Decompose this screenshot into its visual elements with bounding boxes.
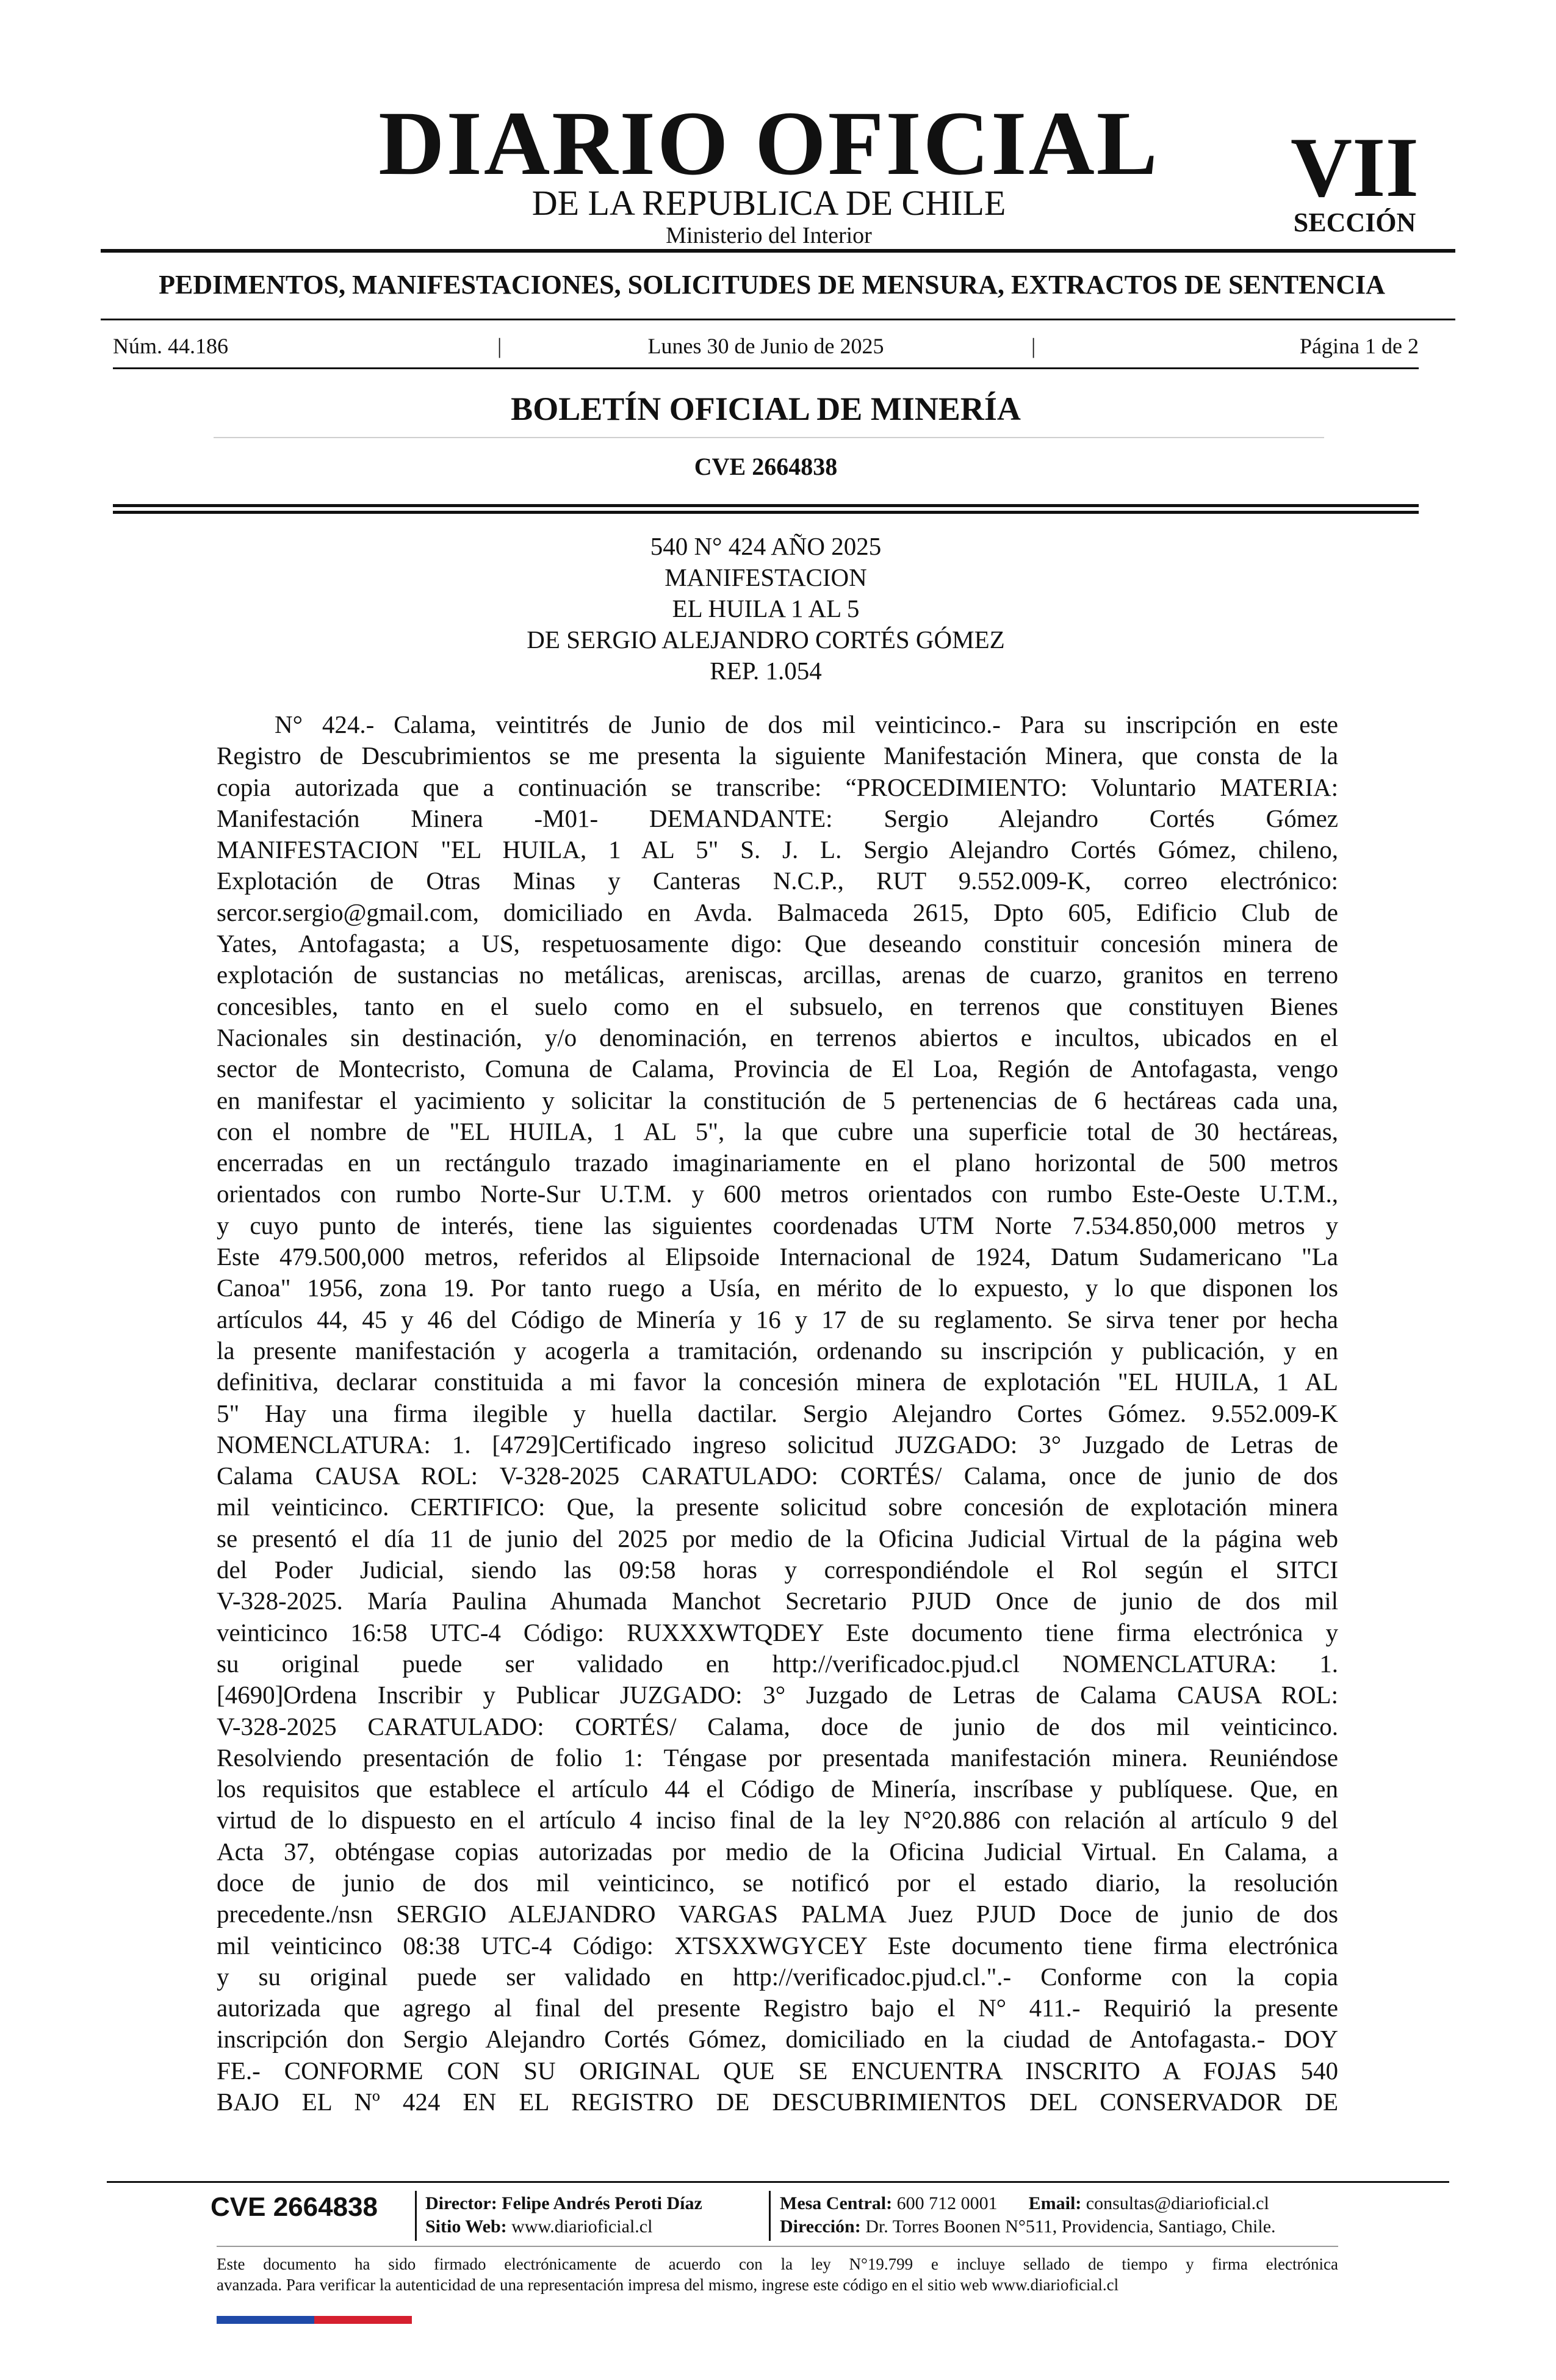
body-line: NOMENCLATURA: 1. [4729]Certificado ingreso solicitud JUZGADO: 3° Juzgado de Letras de bbox=[217, 1430, 1338, 1459]
heading-line: 540 N° 424 AÑO 2025 bbox=[650, 532, 882, 560]
flag-bar-red bbox=[314, 2316, 412, 2324]
ministry-label: Ministerio del Interior bbox=[666, 223, 872, 248]
mesa-phone: 600 712 0001 bbox=[896, 2193, 998, 2213]
section-banner: PEDIMENTOS, MANIFESTACIONES, SOLICITUDES DE MENSURA, EXTRACTOS DE SENTENCIA bbox=[159, 270, 1385, 300]
body-line: concesibles, tanto en el suelo como en el subsuelo, en terrenos que constituyen Bienes bbox=[217, 992, 1338, 1020]
body-line: mil veinticinco 08:38 UTC-4 Código: XTSXXWGYCEY Este documento tiene firma electrónica bbox=[217, 1931, 1338, 1960]
heading-line: MANIFESTACION bbox=[665, 563, 867, 591]
body-line: y su original puede ser validado en http://verificadoc.pjud.cl.".- Conforme con la copia bbox=[217, 1962, 1338, 1991]
email-label: Email: bbox=[1028, 2193, 1082, 2213]
body-line: artículos 44, 45 y 46 del Código de Minería y 16 y 17 de su reglamento. Se sirva tener por hecha bbox=[217, 1305, 1338, 1333]
masthead bbox=[113, 92, 1425, 250]
body-line: definitiva, declarar constituida a mi favor la concesión minera de explotación "EL HUILA, 1 AL bbox=[217, 1368, 1338, 1396]
body-line: sercor.sergio@gmail.com, domiciliado en Avda. Balmaceda 2615, Dpto 605, Edificio Club de bbox=[217, 898, 1338, 926]
body-line: FE.- CONFORME CON SU ORIGINAL QUE SE ENCUENTRA INSCRITO A FOJAS 540 bbox=[217, 2056, 1338, 2085]
issue-date: Lunes 30 de Junio de 2025 bbox=[647, 334, 884, 358]
body-line: BAJO EL Nº 424 EN EL REGISTRO DE DESCUBRIMIENTOS DEL CONSERVADOR DE bbox=[217, 2088, 1338, 2116]
body-line: del Poder Judicial, siendo las 09:58 horas y correspondiéndole el Rol según el SITCI bbox=[217, 1556, 1338, 1584]
body-line: Acta 37, obténgase copias autorizadas por medio de la Oficina Judicial Virtual. En Calama, a bbox=[217, 1837, 1338, 1866]
body-line: y cuyo punto de interés, tiene las siguientes coordenadas UTM Norte 7.534.850,000 metros y bbox=[217, 1211, 1338, 1239]
cve-code: CVE 2664838 bbox=[694, 453, 838, 480]
body-line: V-328-2025 CARATULADO: CORTÉS/ Calama, doce de junio de dos mil veinticinco. bbox=[217, 1712, 1338, 1740]
footer-cve-code: CVE 2664838 bbox=[211, 2192, 378, 2222]
body-line: 5" Hay una firma ilegible y huella dactilar. Sergio Alejandro Cortes Gómez. 9.552.009-K bbox=[217, 1399, 1338, 1427]
footer-contact bbox=[780, 2192, 1269, 2215]
issue-separator: | bbox=[1031, 334, 1036, 358]
footer-note-divider bbox=[217, 2246, 1338, 2247]
body-line: los requisitos que establece el artículo 44 el Código de Minería, inscríbase y publíquese. Que, en bbox=[217, 1775, 1338, 1803]
notice-heading bbox=[113, 531, 1419, 687]
body-line: precedente./nsn SERGIO ALEJANDRO VARGAS PALMA Juez PJUD Doce de junio de dos bbox=[217, 1900, 1338, 1928]
footer-separator bbox=[415, 2191, 417, 2241]
body-line: V-328-2025. María Paulina Ahumada Manchot Secretario PJUD Once de junio de dos mil bbox=[217, 1587, 1338, 1615]
body-line: su original puede ser validado en http://verificadoc.pjud.cl NOMENCLATURA: 1. bbox=[217, 1649, 1338, 1678]
section-label: SECCIÓN bbox=[1293, 207, 1416, 237]
body-line: copia autorizada que a continuación se transcribe: “PROCEDIMIENTO: Voluntario MATERIA: bbox=[217, 773, 1338, 801]
address-label: Dirección: bbox=[780, 2216, 861, 2237]
body-line: mil veinticinco. CERTIFICO: Que, la presente solicitud sobre concesión de explotación minera bbox=[217, 1493, 1338, 1521]
body-line: se presentó el día 11 de junio del 2025 por medio de la Oficina Judicial Virtual de la página web bbox=[217, 1524, 1338, 1552]
body-line: Yates, Antofagasta; a US, respetuosamente digo: Que deseando constituir concesión minera de bbox=[217, 929, 1338, 958]
body-line: Este 479.500,000 metros, referidos al Elipsoide Internacional de 1924, Datum Sudamericano "La bbox=[217, 1242, 1338, 1271]
flag-bar-blue bbox=[217, 2316, 314, 2324]
body-line: doce de junio de dos mil veinticinco, se notificó por el estado diario, la resolución bbox=[217, 1868, 1338, 1897]
director-name: Felipe Andrés Peroti Díaz bbox=[502, 2193, 702, 2213]
director-label: Director: bbox=[425, 2193, 497, 2213]
body-line: la presente manifestación y acogerla a tramitación, ordenando su inscripción y publicación, y en bbox=[217, 1336, 1338, 1365]
masthead-divider bbox=[101, 249, 1455, 253]
body-line: Canoa" 1956, zona 19. Por tanto ruego a Usía, en mérito de lo expuesto, y lo que disponen los bbox=[217, 1274, 1338, 1302]
body-line: en manifestar el yacimiento y solicitar la constitución de 5 pertenencias de 6 hectáreas cada una, bbox=[217, 1086, 1338, 1114]
website-label: Sitio Web: bbox=[425, 2216, 507, 2237]
heading-line: DE SERGIO ALEJANDRO CORTÉS GÓMEZ bbox=[527, 626, 1005, 654]
body-line: virtud de lo dispuesto en el artículo 4 inciso final de la ley N°20.886 con relación al artículo 9 del bbox=[217, 1806, 1338, 1834]
footer-divider bbox=[107, 2181, 1449, 2183]
body-line: Nacionales sin destinación, y/o denominación, en terrenos abiertos e incultos, ubicados en el bbox=[217, 1023, 1338, 1051]
body-line: N° 424.- Calama, veintitrés de Junio de dos mil veinticinco.- Para su inscripción en este bbox=[275, 710, 1338, 738]
body-line: encerradas en un rectángulo trazado imaginariamente en el plano horizontal de 500 metros bbox=[217, 1149, 1338, 1177]
body-line: [4690]Ordena Inscribir y Publicar JUZGADO: 3° Juzgado de Letras de Calama CAUSA ROL: bbox=[217, 1681, 1338, 1709]
issue-divider bbox=[113, 367, 1419, 369]
issue-info-bar bbox=[113, 331, 1419, 361]
body-line: inscripción don Sergio Alejandro Cortés Gómez, domiciliado en la ciudad de Antofagasta.- DOY bbox=[217, 2025, 1338, 2054]
disclaimer-line: avanzada. Para verificar la autenticidad de una representación impresa del mismo, ingrese este código en el sitio web www.diarioficial.cl bbox=[217, 2276, 1119, 2294]
footer-separator bbox=[769, 2191, 771, 2241]
section-number: VII bbox=[1290, 120, 1419, 215]
email-link[interactable]: consultas@diarioficial.cl bbox=[1086, 2193, 1269, 2213]
heading-line: EL HUILA 1 AL 5 bbox=[672, 594, 860, 622]
signature-disclaimer bbox=[217, 2254, 1338, 2295]
newspaper-subtitle: DE LA REPUBLICA DE CHILE bbox=[531, 183, 1006, 223]
issue-number: Núm. 44.186 bbox=[113, 334, 228, 358]
footer-website bbox=[425, 2215, 652, 2238]
banner-divider bbox=[101, 319, 1455, 320]
website-link[interactable]: www.diarioficial.cl bbox=[511, 2216, 653, 2237]
issue-separator: | bbox=[497, 334, 502, 358]
body-line: autorizada que agrego al final del presente Registro bajo el N° 411.- Requirió la presente bbox=[217, 1994, 1338, 2022]
body-line: Explotación de Otras Minas y Canteras N.C.P., RUT 9.552.009-K, correo electrónico: bbox=[217, 867, 1338, 895]
bulletin-underline bbox=[214, 437, 1324, 438]
notice-body bbox=[217, 709, 1338, 2118]
body-line: Registro de Descubrimientos se me presenta la siguiente Manifestación Minera, que consta de la bbox=[217, 741, 1338, 770]
newspaper-title: DIARIO OFICIAL bbox=[378, 93, 1159, 194]
header-double-rule-top bbox=[113, 504, 1419, 507]
body-line: sector de Montecristo, Comuna de Calama, Provincia de El Loa, Región de Antofagasta, vengo bbox=[217, 1055, 1338, 1083]
page-indicator: Página 1 de 2 bbox=[1300, 334, 1419, 358]
body-line: Resolviendo presentación de folio 1: Téngase por presentada manifestación minera. Reuniéndose bbox=[217, 1743, 1338, 1772]
body-line: explotación de sustancias no metálicas, areniscas, arcillas, arenas de cuarzo, granitos en terreno bbox=[217, 961, 1338, 989]
body-line: Manifestación Minera -M01- DEMANDANTE: Sergio Alejandro Cortés Gómez bbox=[217, 804, 1338, 832]
body-line: veinticinco 16:58 UTC-4 Código: RUXXXWTQDEY Este documento tiene firma electrónica y bbox=[217, 1618, 1338, 1646]
heading-line: REP. 1.054 bbox=[710, 657, 822, 685]
body-line: con el nombre de "EL HUILA, 1 AL 5", la que cubre una superficie total de 30 hectáreas, bbox=[217, 1117, 1338, 1145]
footer-address bbox=[780, 2215, 1276, 2238]
address-value: Dr. Torres Boonen N°511, Providencia, Santiago, Chile. bbox=[865, 2216, 1276, 2237]
body-line: Calama CAUSA ROL: V-328-2025 CARATULADO: CORTÉS/ Calama, once de junio de dos bbox=[217, 1462, 1338, 1490]
header-double-rule-bottom bbox=[113, 511, 1419, 514]
bulletin-title: BOLETÍN OFICIAL DE MINERÍA bbox=[511, 391, 1021, 427]
mesa-label: Mesa Central: bbox=[780, 2193, 893, 2213]
footer-director bbox=[425, 2192, 702, 2215]
body-line: orientados con rumbo Norte-Sur U.T.M. y 600 metros orientados con rumbo Este-Oeste U.T.M., bbox=[217, 1180, 1338, 1208]
body-line: MANIFESTACION "EL HUILA, 1 AL 5" S. J. L. Sergio Alejandro Cortés Gómez, chileno, bbox=[217, 835, 1338, 864]
disclaimer-line: Este documento ha sido firmado electrónicamente de acuerdo con la ley N°19.799 e incluye sellado de tiempo y firma electrónica bbox=[217, 2255, 1338, 2273]
